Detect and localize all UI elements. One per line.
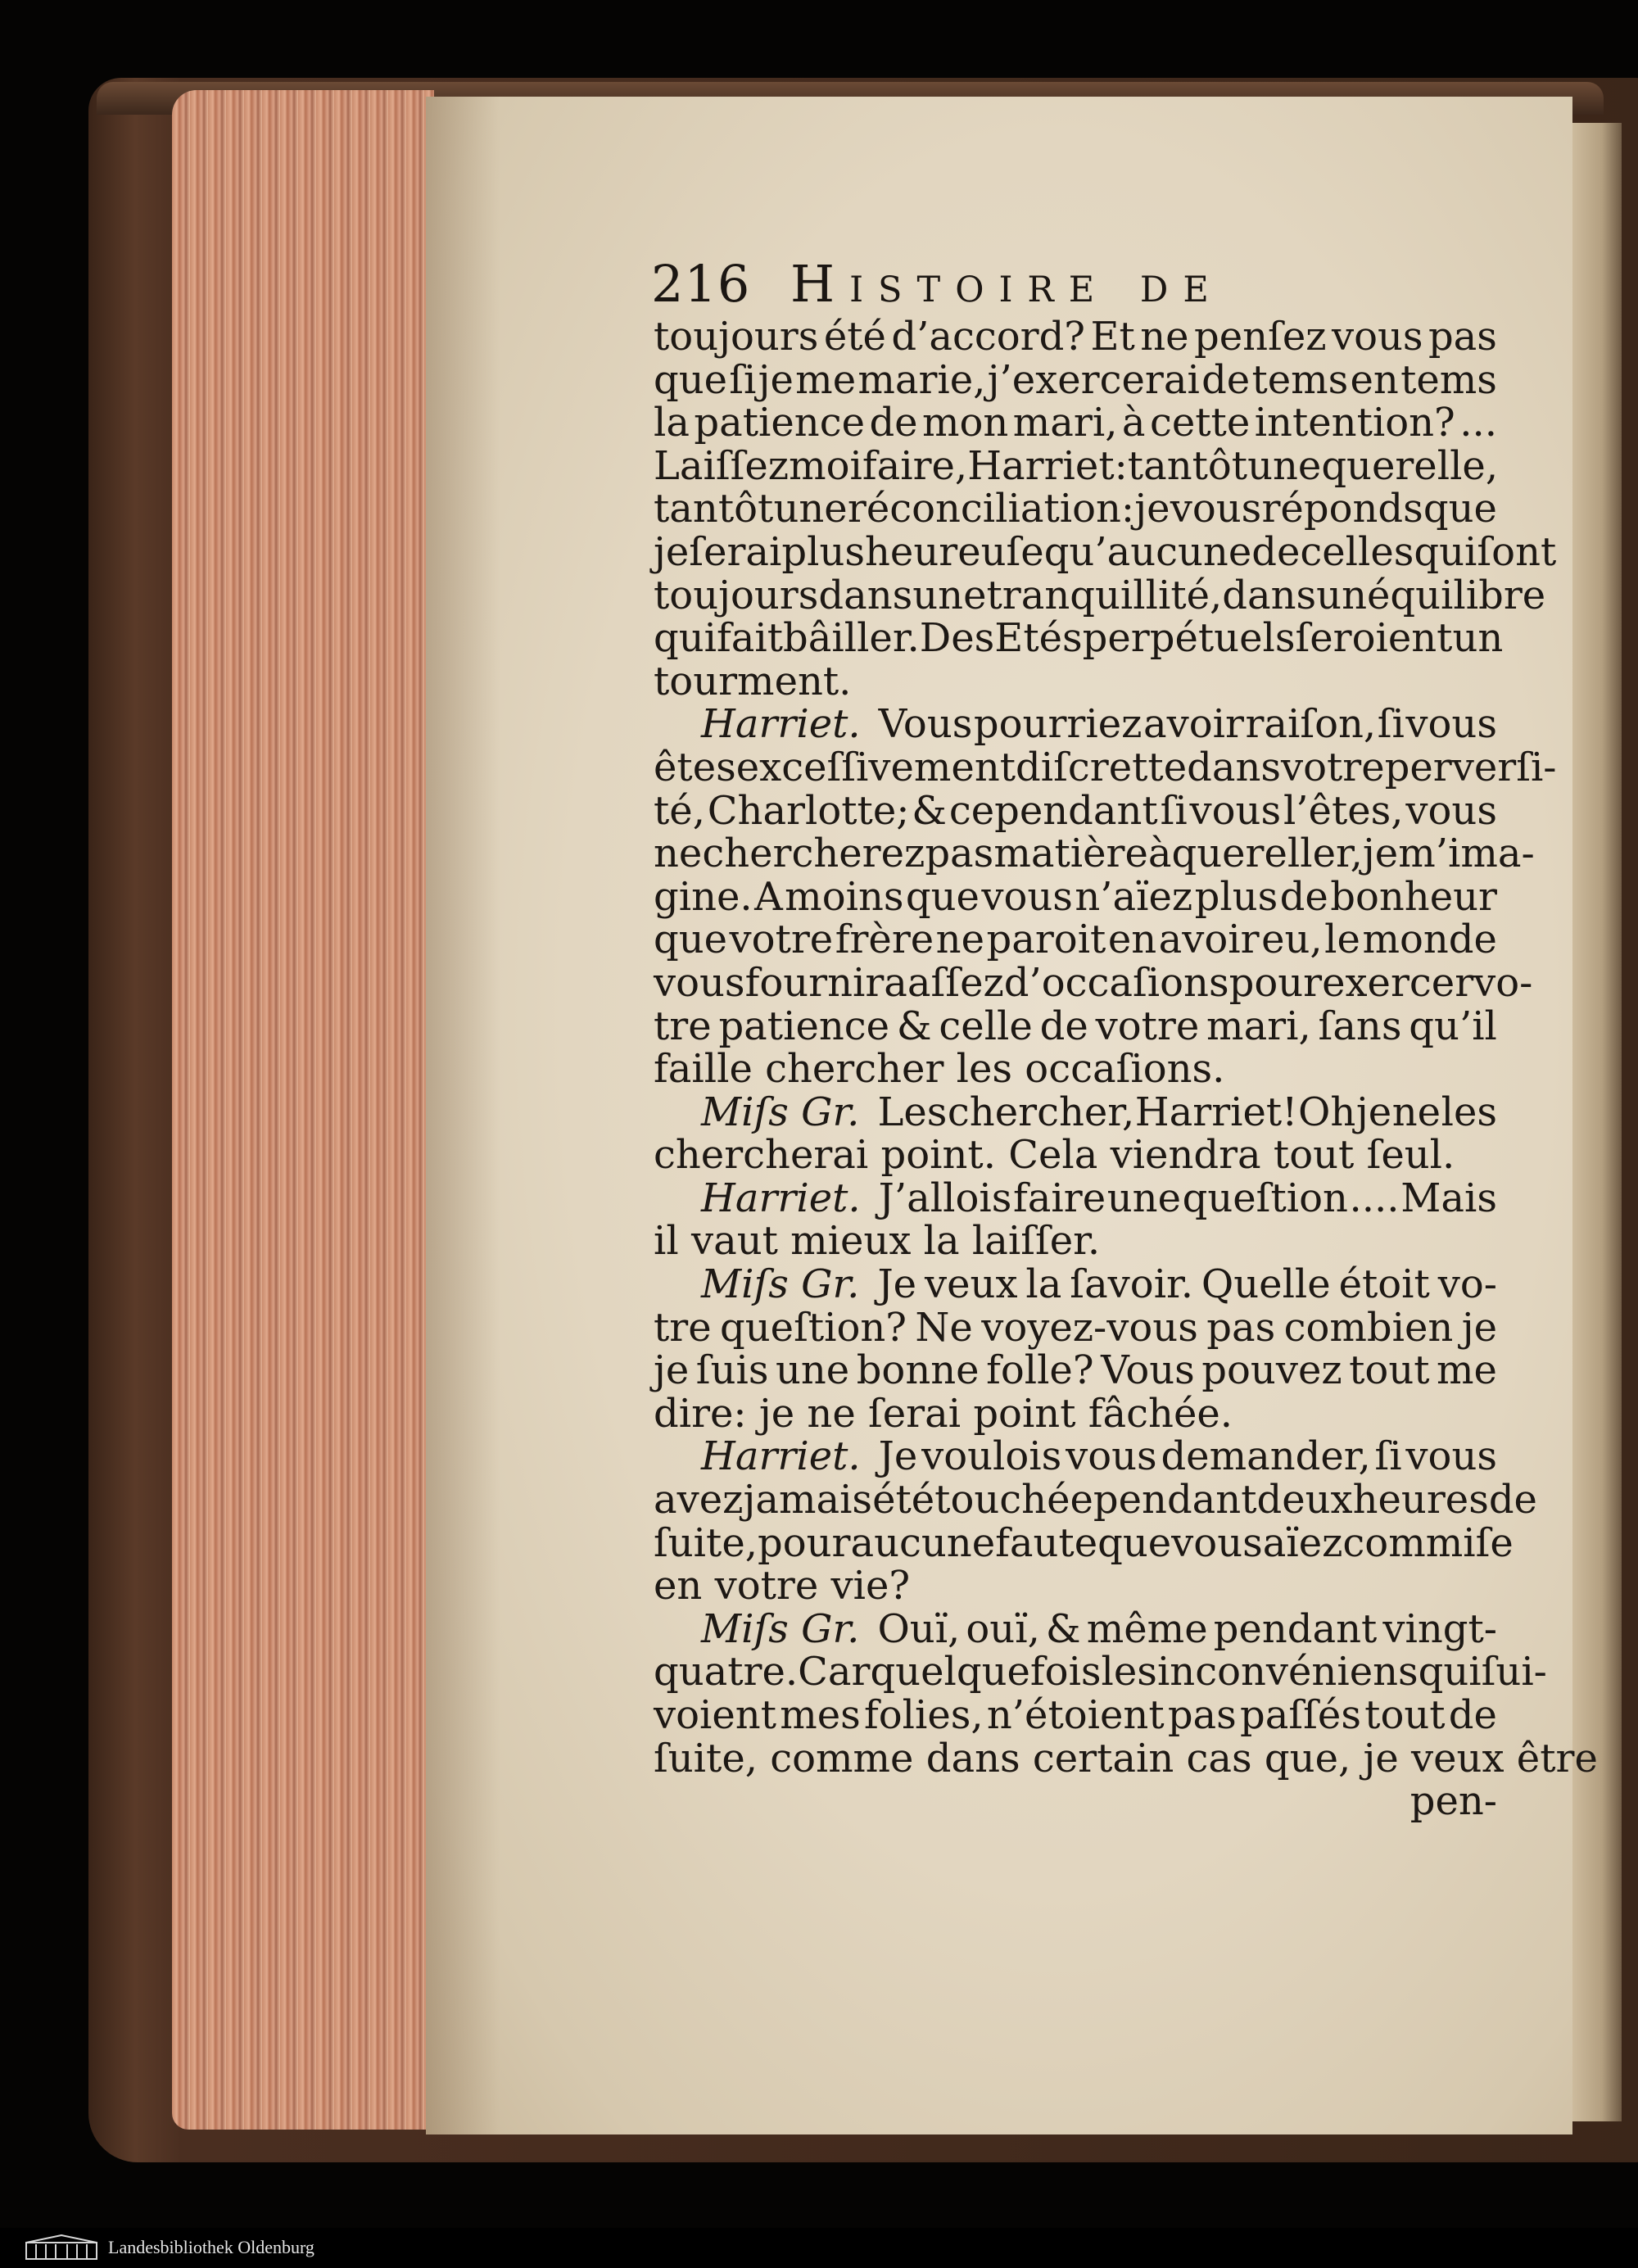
line-text: toujours dans une tranquillité, dans un équilibre xyxy=(654,572,1546,618)
line-text: vous fournira aſſez d’occaſions pour exercer vo- xyxy=(654,959,1533,1006)
line-text: êtes exceſſivement diſcrette dans votre perverſi- xyxy=(654,744,1557,790)
line-text: Vous pourriez avoir raiſon, ſi vous xyxy=(878,701,1497,748)
catchword: pen- xyxy=(1409,1778,1497,1825)
text-line xyxy=(654,1519,1514,1566)
text-line xyxy=(654,1220,1497,1263)
text-line xyxy=(654,572,1546,618)
line-text: ſuite, pour aucune faute que vous aïez commiſe xyxy=(654,1519,1514,1566)
line-text: tantôt une réconciliation: je vous réponds que xyxy=(654,486,1497,532)
page-edges xyxy=(172,90,434,2130)
line-text: Laiſſez moi faire, Harriet: tantôt une querelle, xyxy=(654,442,1499,489)
line-text: ſuite, comme dans certain cas que, je veux être xyxy=(654,1735,1598,1781)
text-line xyxy=(654,873,1497,920)
speaker-name: Harriet. xyxy=(701,1175,861,1221)
line-text: voient mes folies, n’étoient pas paſſés tout de xyxy=(654,1692,1497,1738)
line-text: tourment. xyxy=(654,658,852,704)
text-line xyxy=(654,1349,1497,1392)
line-text: il vaut mieux la laiſſer. xyxy=(654,1218,1101,1265)
gutter-shadow xyxy=(426,97,500,2134)
text-line xyxy=(654,787,1497,834)
text-line xyxy=(654,528,1557,575)
line-text: Les chercher, Harriet! Oh je ne les xyxy=(877,1089,1497,1135)
line-text: tre queſtion? Ne voyez-vous pas combien je xyxy=(654,1304,1497,1351)
text-line xyxy=(654,1605,1497,1652)
text-line xyxy=(654,1649,1547,1695)
line-text: dire: je ne ſerai point fâchée. xyxy=(654,1390,1233,1437)
line-text: en votre vie? xyxy=(654,1563,911,1609)
speaker-name: Miſs Gr. xyxy=(701,1605,860,1652)
facing-page-edge xyxy=(1572,123,1622,2121)
line-text: J’allois faire une queſtion .... Mais xyxy=(878,1175,1497,1221)
text-line xyxy=(654,487,1497,531)
text-line xyxy=(654,615,1504,662)
text-line xyxy=(654,315,1497,359)
text-line xyxy=(654,1392,1497,1436)
text-line xyxy=(654,442,1499,489)
text-line xyxy=(654,744,1557,790)
line-text: quatre. Car quelquefois les inconvéniens qui ſui- xyxy=(654,1649,1547,1695)
text-line xyxy=(654,1435,1497,1478)
line-text: faille chercher les occaſions. xyxy=(654,1046,1225,1093)
line-text: ne chercherez pas matière à quereller, je m’ima- xyxy=(654,831,1535,877)
page-number: 216 xyxy=(651,254,751,314)
text-line xyxy=(654,959,1533,1006)
speaker-name: Miſs Gr. xyxy=(701,1089,860,1135)
text-line xyxy=(654,1005,1497,1048)
line-text: la patience de mon mari, à cette intention? ... xyxy=(654,400,1497,446)
text-line xyxy=(654,1735,1598,1781)
line-text: avez jamais été touchée pendant deux heures de xyxy=(654,1477,1537,1523)
line-text: toujours été d’accord? Et ne penſez vous pas xyxy=(654,314,1497,360)
text-line xyxy=(654,703,1497,746)
text-line xyxy=(654,918,1497,962)
library-name: Landesbibliothek Oldenburg xyxy=(108,2237,314,2257)
text-line xyxy=(654,356,1497,403)
text-line xyxy=(654,1177,1497,1220)
text-line xyxy=(654,1091,1497,1134)
line-text: que votre frère ne paroit en avoir eu, le monde xyxy=(654,917,1497,963)
speaker-name: Harriet. xyxy=(701,701,861,748)
line-text: Ouï, ouï, & même pendant vingt- xyxy=(877,1605,1497,1652)
running-title: Histoire de xyxy=(790,254,1224,314)
text-line xyxy=(654,1134,1497,1177)
line-text: que ſi je me marie, j’exercerai de tems en tems xyxy=(654,356,1497,403)
line-text: qui fait bâiller. Des Etés perpétuels ſeroient un xyxy=(654,615,1504,662)
speaker-name: Harriet. xyxy=(701,1433,861,1480)
text-line xyxy=(654,1048,1497,1091)
text-line xyxy=(654,1564,1497,1608)
text-line xyxy=(654,1477,1537,1523)
body-text xyxy=(654,314,1598,1825)
text-line xyxy=(654,1694,1497,1737)
line-text: té, Charlotte; & cependant ſi vous l’êtes, vous xyxy=(654,787,1497,834)
text-line xyxy=(654,401,1497,445)
page-header xyxy=(651,254,1495,319)
text-line xyxy=(654,1306,1497,1350)
catchword-line xyxy=(654,1780,1497,1823)
line-text: chercherai point. Cela viendra tout ſeul. xyxy=(654,1132,1455,1179)
speaker-name: Miſs Gr. xyxy=(701,1261,860,1308)
line-text: je ſerai plus heureuſe qu’aucune de celles qui ſont xyxy=(654,528,1557,575)
line-text: tre patience & celle de votre mari, ſans qu’il xyxy=(654,1003,1497,1049)
text-line xyxy=(654,831,1535,877)
text-line xyxy=(654,1263,1497,1306)
line-text: gine. A moins que vous n’aïez plus de bonheur xyxy=(654,873,1497,920)
text-line xyxy=(654,660,1497,704)
line-text: Je voulois vous demander, ſi vous xyxy=(878,1433,1497,1480)
line-text: Je veux la ſavoir. Quelle étoit vo- xyxy=(877,1261,1497,1308)
line-text: je ſuis une bonne folle? Vous pouvez tout me xyxy=(654,1347,1497,1394)
library-logo-icon xyxy=(25,2234,98,2261)
